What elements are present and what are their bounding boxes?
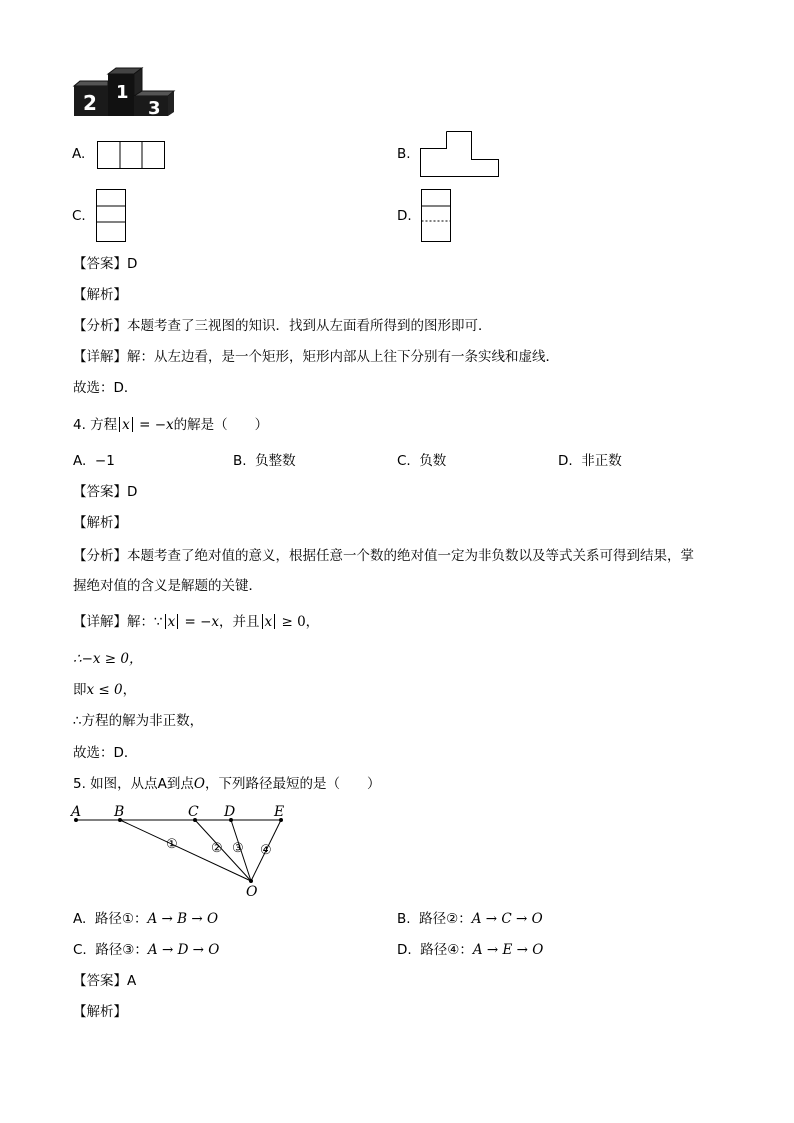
q4-detail-rhs: = −x bbox=[180, 614, 220, 630]
q4-jiexi-heading: 【解析】 bbox=[73, 515, 127, 531]
path-2-label: ② bbox=[211, 841, 223, 856]
q4-option-c bbox=[397, 453, 446, 469]
q4-option-c-text: 负数 bbox=[419, 453, 447, 469]
q4-option-b-text: 负整数 bbox=[255, 453, 296, 469]
q4-detail-prefix: 【详解】解： bbox=[73, 614, 154, 630]
point-a-label: A bbox=[71, 804, 82, 820]
q4-detail-and: ，并且 bbox=[219, 614, 260, 630]
q3-detail: 【详解】解：从左边看，是一个矩形，矩形内部从上往下分别有一条实线和虚线． bbox=[73, 349, 559, 365]
point-c-label: C bbox=[188, 804, 199, 820]
q5-option-b-letter: B. bbox=[397, 911, 411, 927]
q5-option-d-label: 路径④： bbox=[420, 942, 473, 958]
q5-option-b-label: 路径②： bbox=[419, 911, 472, 927]
podium-figure bbox=[70, 66, 180, 120]
q3-option-b-figure bbox=[420, 131, 502, 179]
q3-option-d-figure bbox=[421, 189, 453, 244]
q5-option-b-path: A → C → O bbox=[471, 911, 543, 927]
q4-analysis-line2: 握绝对值的含义是解题的关键． bbox=[73, 578, 262, 594]
q5-stem-suffix: ，下列路径最短的是（ ） bbox=[205, 776, 381, 792]
q4-step2-prefix: 即 bbox=[73, 682, 87, 698]
q4-detail-x2: x bbox=[264, 614, 273, 630]
q5-option-b bbox=[397, 911, 543, 927]
point-e-label: E bbox=[274, 804, 285, 820]
q4-detail-comma: ， bbox=[305, 614, 320, 630]
q5-stem-o: O bbox=[193, 776, 205, 792]
q3-conclusion: 故选：D． bbox=[73, 380, 138, 396]
q5-option-a-letter: A. bbox=[73, 911, 87, 927]
because-symbol: ∵ bbox=[154, 614, 163, 630]
q4-step1: ∴−x ≥ 0， bbox=[73, 651, 143, 667]
q5-option-c bbox=[73, 942, 219, 958]
q4-option-d bbox=[558, 453, 622, 469]
q4-option-d-text: 非正数 bbox=[581, 453, 622, 469]
q5-option-a bbox=[73, 911, 218, 927]
q4-option-d-letter: D. bbox=[558, 453, 573, 469]
podium-label-2: 2 bbox=[83, 91, 97, 115]
point-b-label: B bbox=[114, 804, 125, 820]
path-3-label: ③ bbox=[232, 841, 244, 856]
q3-option-c-letter: C. bbox=[72, 208, 86, 224]
q5-option-d-letter: D. bbox=[397, 942, 412, 958]
q5-stem-text: 5. 如图，从点A到点 bbox=[73, 776, 194, 792]
q4-option-b-letter: B. bbox=[233, 453, 247, 469]
q3-option-b-letter: B. bbox=[397, 146, 411, 162]
q3-analysis: 【分析】本题考查了三视图的知识．找到从左面看所得到的图形即可． bbox=[73, 318, 492, 334]
q4-stem-x: x bbox=[122, 417, 130, 433]
q4-step2 bbox=[73, 682, 136, 698]
q3-answer: 【答案】D bbox=[73, 256, 138, 272]
q3-jiexi-heading: 【解析】 bbox=[73, 287, 127, 303]
q5-option-c-letter: C. bbox=[73, 942, 87, 958]
podium-label-1: 1 bbox=[116, 82, 129, 103]
q5-option-c-label: 路径③： bbox=[95, 942, 148, 958]
point-o-label: O bbox=[246, 884, 258, 900]
q3-option-a-figure bbox=[97, 141, 167, 171]
q4-step2-math: x ≤ 0 bbox=[86, 682, 123, 698]
podium-label-3: 3 bbox=[148, 98, 161, 119]
q4-option-a bbox=[73, 453, 115, 469]
q3-option-a-letter: A. bbox=[72, 146, 86, 162]
q4-analysis-line1: 【分析】本题考查了绝对值的意义，根据任意一个数的绝对值一定为非负数以及等式关系可得到结果，掌 bbox=[73, 548, 694, 564]
q4-stem-prefix: 4. 方程 bbox=[73, 417, 118, 433]
q4-conclusion: 故选：D． bbox=[73, 745, 138, 761]
q5-option-a-path: A → B → O bbox=[147, 911, 219, 927]
q5-answer: 【答案】A bbox=[73, 973, 137, 989]
q4-step2-suffix: ， bbox=[122, 682, 137, 698]
q4-stem bbox=[73, 417, 268, 433]
q5-path-figure bbox=[68, 800, 298, 900]
q5-stem bbox=[73, 776, 381, 792]
path-1-label: ① bbox=[166, 837, 178, 852]
q4-option-a-letter: A. bbox=[73, 453, 87, 469]
q3-option-d-letter: D. bbox=[397, 208, 412, 224]
q4-option-b bbox=[233, 453, 296, 469]
q5-option-a-label: 路径①： bbox=[94, 911, 148, 927]
q4-step3: ∴方程的解为非正数， bbox=[73, 713, 204, 729]
q5-option-d bbox=[397, 942, 543, 958]
q4-stem-eq: = −x bbox=[134, 417, 174, 433]
q4-option-c-letter: C. bbox=[397, 453, 411, 469]
q3-option-c-figure bbox=[96, 189, 128, 244]
q5-option-d-path: A → E → O bbox=[472, 942, 544, 958]
q4-detail-x: x bbox=[167, 614, 176, 630]
q4-answer: 【答案】D bbox=[73, 484, 138, 500]
q4-option-a-text: −1 bbox=[94, 453, 115, 469]
path-4-label: ④ bbox=[260, 843, 272, 858]
q5-option-c-path: A → D → O bbox=[147, 942, 220, 958]
q5-jiexi-heading: 【解析】 bbox=[73, 1004, 127, 1020]
q4-detail bbox=[73, 614, 319, 630]
q4-stem-suffix: 的解是（ ） bbox=[173, 417, 269, 433]
q4-detail-ge-zero: ≥ 0 bbox=[277, 614, 306, 630]
point-d-label: D bbox=[224, 804, 236, 820]
